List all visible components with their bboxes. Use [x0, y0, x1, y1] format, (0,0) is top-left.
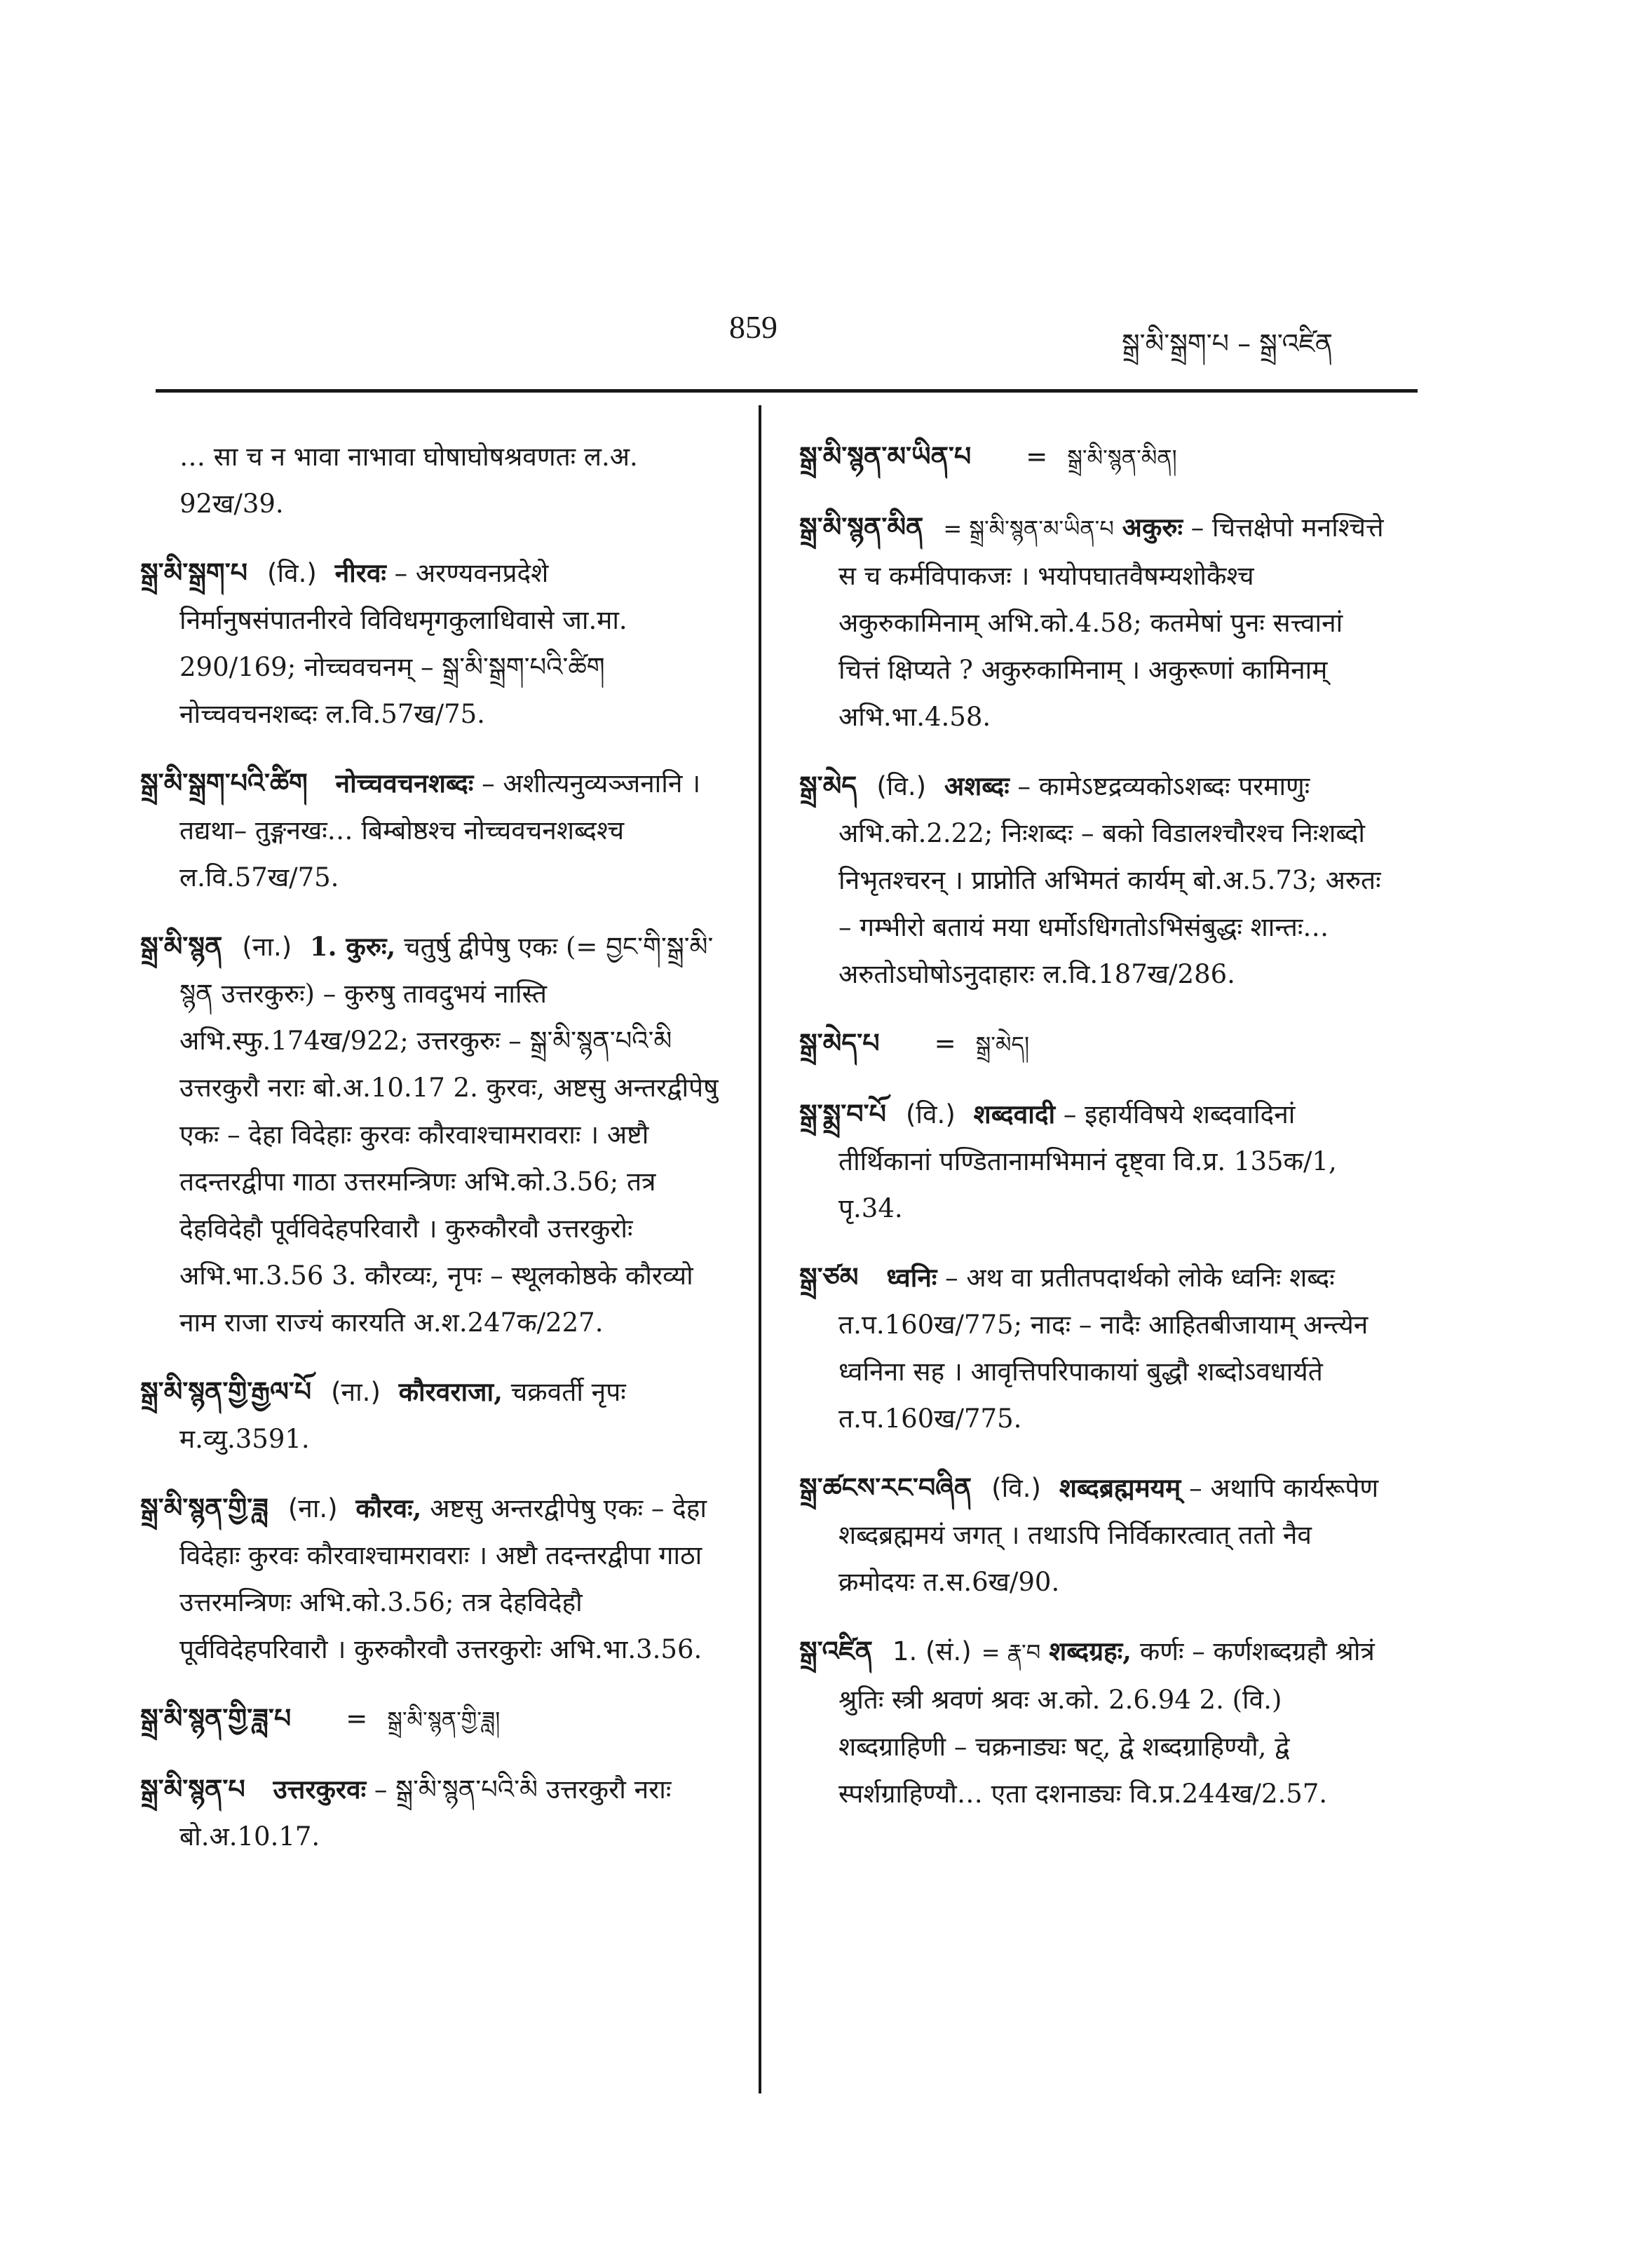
entry-body: – अशीत्यनुव्यञ्जनानि । तद्यथा– तुङ्गनखः… बिम्बोष्ठश्च नोच्चवचनशब्दश्च ल.वि.57ख/75.	[179, 768, 701, 892]
dictionary-entry	[799, 504, 1388, 740]
tibetan-headword: སྒྲ་མི་སྙན་གྱི་རྒྱལ་པོ	[140, 1376, 312, 1407]
entry-body: कर्णः – कर्णशब्दग्रहौ श्रोत्रं श्रुतिः स्त्री श्रवणं श्रवः अ.को. 2.6.94 2. (वि.) शब्दग्राहिणी – चक्रनाड्यः षट्, द्वे शब्दग्राहिण्यौ, द्वे स्पर्शग्राहिण्यौ… एता दशनाड्यः वि.प्र.244ख/2.57.	[838, 1636, 1375, 1809]
sanskrit-equivalent: उत्तरकुरवः	[273, 1774, 367, 1805]
grammar-tag: (ना.)	[331, 1377, 381, 1407]
grammar-tag: (वि.)	[876, 771, 927, 801]
dictionary-entry	[140, 1766, 729, 1860]
equals-sign: =	[934, 1028, 956, 1059]
tibetan-headword: སྒྲ་མི་སྙན་གྱི་ཟླ	[140, 1493, 269, 1523]
sanskrit-equivalent: अशब्दः	[944, 770, 1010, 801]
tibetan-headword: སྒྲ་མི་སྒྲག་པའི་ཚིག	[140, 768, 308, 799]
grammar-tag: (वि.)	[905, 1099, 956, 1129]
sanskrit-equivalent: नीरवः	[334, 557, 386, 588]
dictionary-entry	[799, 1465, 1388, 1605]
dictionary-entry	[799, 1628, 1388, 1817]
dictionary-entry	[140, 433, 729, 527]
entry-body: चक्रवर्ती नृपः म.व्यु.3591.	[179, 1377, 626, 1454]
entry-body: – चित्तक्षेपो मनश्चित्ते स च कर्मविपाकजः । भयोपघातवैषम्यशोकैश्च अकुरुकामिनाम् अभि.को.4.58; कतमेषां पुनः सत्त्वानां चित्तं क्षिप्यते ? अकुरुकामिनाम् । अकुरूणां कामिनाम् अभि.भा.4.58.	[838, 512, 1384, 732]
cross-reference: = སྒྲ་མི་སྙན་མ་ཡིན་པ	[943, 515, 1114, 542]
equals-sign: =	[346, 1704, 368, 1734]
dictionary-entry	[140, 1695, 729, 1744]
entry-body: – अथापि कार्यरूपेण शब्दब्रह्ममयं जगत् । तथाऽपि निर्विकारत्वात् ततो नैव क्रमोदयः त.स.6ख/90.	[838, 1473, 1379, 1597]
left-column	[140, 433, 729, 1882]
sanskrit-equivalent: कौरवः,	[355, 1493, 422, 1523]
sanskrit-equivalent: 1. कुरुः,	[309, 931, 396, 962]
tibetan-headword: སྒྲ་མི་སྙན་མིན	[799, 512, 924, 543]
tibetan-headword: སྒྲ་སྨྲ་བ་པོ	[799, 1099, 886, 1129]
dictionary-entry	[140, 1369, 729, 1462]
entry-body: – कामेऽष्टद्रव्यकोऽशब्दः परमाणुः अभि.को.2.22; निःशब्दः – बको विडालश्चौरश्च निःशब्दो निभृतश्चरन् । प्राप्नोति अभिमतं कार्यम् बो.अ.5.73; अरुतः – गम्भीरो बतायं मया धर्मोऽधिगतोऽभिसंबुद्धः शान्तः… अरुतोऽघोषोऽनुदाहारः ल.वि.187ख/286.	[838, 771, 1381, 989]
tibetan-headword: སྒྲ་ཚངས་རང་བཞིན	[799, 1472, 972, 1503]
sanskrit-equivalent: ध्वनिः	[886, 1262, 937, 1293]
dictionary-entry	[140, 923, 729, 1346]
sanskrit-equivalent: कौरवराजा,	[398, 1376, 503, 1407]
dictionary-entry	[140, 1485, 729, 1673]
cross-reference: སྒྲ་མི་སྙན་མིན།	[1067, 444, 1177, 471]
sanskrit-equivalent: शब्दवादी	[973, 1099, 1056, 1129]
header-rule	[156, 389, 1418, 393]
tibetan-headword: སྒྲ་ཙམ	[799, 1262, 859, 1293]
tibetan-headword: སྒྲ་མི་སྙན་པ	[140, 1774, 245, 1805]
tibetan-headword: སྒྲ་མེད་པ	[799, 1028, 880, 1059]
column-rule	[759, 405, 761, 2093]
cross-reference: སྒྲ་མེད།	[975, 1031, 1030, 1058]
entry-body: – इहार्यविषये शब्दवादिनां तीर्थिकानां पण्डितानामभिमानं दृष्ट्वा वि.प्र. 135क/1, पृ.34.	[838, 1099, 1337, 1223]
cross-reference: = རྣ་བ	[981, 1639, 1041, 1666]
tibetan-headword: སྒྲ་མི་སྒྲག་པ	[140, 557, 248, 588]
tibetan-headword: སྒྲ་མེད	[799, 770, 857, 801]
grammar-tag: (ना.)	[287, 1493, 338, 1523]
sanskrit-equivalent: अकुरुः	[1122, 512, 1183, 543]
sanskrit-equivalent: शब्दग्रहः,	[1049, 1636, 1132, 1666]
dictionary-entry	[140, 760, 729, 901]
sanskrit-equivalent: नोच्चवचनशब्दः	[335, 768, 474, 799]
page-number: 859	[729, 309, 777, 345]
entry-body: अष्टसु अन्तरद्वीपेषु एकः – देहा विदेहाः कुरवः कौरवाश्चामरावराः । अष्टौ तदन्तरद्वीपा गाठा उत्तरमन्त्रिणः अभि.को.3.56; तत्र देहविदेहौ पूर्वविदेहपरिवारौ । कुरुकौरवौ उत्तरकुरोः अभि.भा.3.56.	[179, 1493, 707, 1664]
entry-body: चतुर्षु द्वीपेषु एकः (= བྱང་གི་སྒྲ་མི་སྙན उत्तरकुरुः) – कुरुषु तावदुभयं नास्ति अभि.स्फु.174ख/922; उत्तरकुरुः – སྒྲ་མི་སྙན་པའི་མི उत्तरकुरौ नराः बो.अ.10.17 2. कुरवः, अष्टसु अन्तरद्वीपेषु एकः – देहा विदेहाः कुरवः कौरवाश्चामरावराः । अष्टौ तदन्तरद्वीपा गाठा उत्तरमन्त्रिणः अभि.को.3.56; तत्र देहविदेहौ पूर्वविदेहपरिवारौ । कुरुकौरवौ उत्तरकुरोः अभि.भा.3.56 3. कौरव्यः, नृपः – स्थूलकोष्ठके कौरव्यो नाम राजा राज्यं कारयति अ.श.247क/227.	[179, 932, 719, 1338]
grammar-tag: (वि.)	[991, 1473, 1041, 1503]
tibetan-headword: སྒྲ་མི་སྙན་མ་ཡིན་པ	[799, 441, 972, 472]
entry-body: … सा च न भावा नाभावा घोषाघोषश्रवणतः ल.अ. 92ख/39.	[179, 442, 638, 519]
dictionary-entry	[799, 1091, 1388, 1232]
dictionary-entry	[799, 763, 1388, 998]
dictionary-entry	[799, 1020, 1388, 1068]
sanskrit-equivalent: शब्दब्रह्ममयम्	[1059, 1472, 1181, 1503]
running-head: སྒྲ་མི་སྒྲག་པ – སྒྲ་འཛིན	[1122, 328, 1333, 359]
tibetan-headword: སྒྲ་མི་སྙན	[140, 931, 223, 962]
grammar-tag: (ना.)	[242, 932, 292, 962]
dictionary-entry	[799, 1254, 1388, 1442]
entry-body: – अथ वा प्रतीतपदार्थको लोके ध्वनिः शब्दः त.प.160ख/775; नादः – नादैः आहितबीजायाम् अन्त्येन ध्वनिना सह । आवृत्तिपरिपाकायां बुद्धौ शब्दोऽवधार्यते त.प.160ख/775.	[838, 1263, 1368, 1434]
right-column	[799, 433, 1388, 1840]
grammar-tag: (वि.)	[267, 558, 317, 588]
dictionary-entry	[799, 433, 1388, 482]
tibetan-headword: སྒྲ་མི་སྙན་གྱི་ཟླ་པ	[140, 1703, 292, 1734]
cross-reference: སྒྲ་མི་སྙན་གྱི་ཟླ།	[387, 1706, 501, 1733]
entry-body: – སྒྲ་མི་སྙན་པའི་མི उत्तरकुरौ नराः बो.अ.10.17.	[179, 1774, 672, 1852]
equals-sign: =	[1026, 442, 1048, 472]
tibetan-headword: སྒྲ་འཛིན	[799, 1636, 873, 1666]
entry-body: – अरण्यवनप्रदेशे निर्मानुषसंपातनीरवे विविधमृगकुलाधिवासे जा.मा. 290/169; नोच्चवचनम् – སྒྲ་མི་སྒྲག་པའི་ཚིག नोच्चवचनशब्दः ल.वि.57ख/75.	[179, 558, 627, 729]
grammar-tag: 1. (सं.)	[892, 1636, 972, 1666]
dictionary-entry	[140, 550, 729, 738]
